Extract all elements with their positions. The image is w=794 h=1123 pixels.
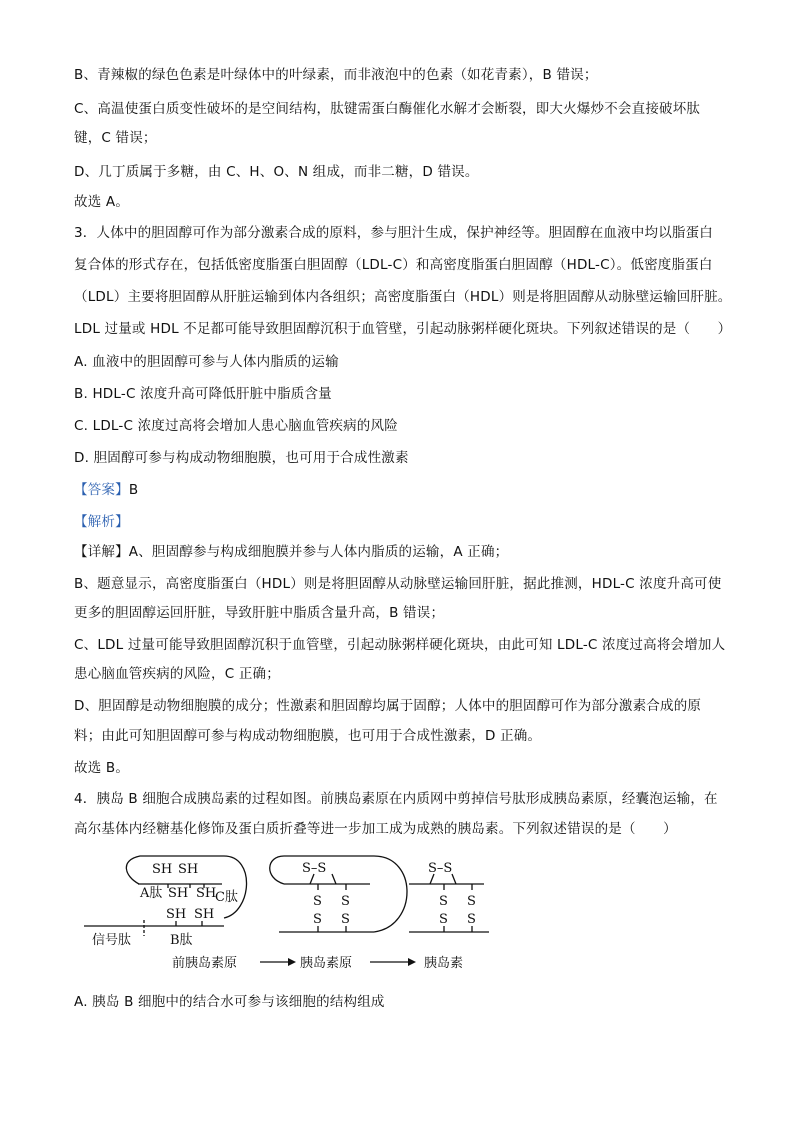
detail-line: D、胆固醇是动物细胞膜的成分；性激素和胆固醇均属于固醇；人体中的胆固醇可作为部分激素合成的原 <box>74 698 702 714</box>
s-label: S <box>341 912 350 927</box>
proinsulin-loop <box>270 856 407 932</box>
s-label: S <box>313 912 322 927</box>
answer-value: B <box>128 482 139 498</box>
sh-label: SH <box>196 886 217 901</box>
option-d: D. 胆固醇可参与构成动物细胞膜，也可用于合成性激素 <box>74 450 409 466</box>
option-c: C. LDL-C 浓度过高将会增加人患心脑血管疾病的风险 <box>74 418 398 434</box>
answer-line <box>74 481 734 499</box>
text-line: D、几丁质属于多糖，由 C、H、O、N 组成，而非二糖，D 错误。 <box>74 164 479 180</box>
s-label: S <box>313 894 322 909</box>
analysis-line <box>74 513 734 531</box>
disulfide-label: S–S <box>302 861 327 876</box>
question-3-line: 3．人体中的胆固醇可作为部分激素合成的原料，参与胆汁生成，保护神经等。胆固醇在血液中均以脂蛋白 <box>74 225 713 241</box>
text-line: 键，C 错误； <box>74 130 157 146</box>
signal-peptide-label: 信号肽 <box>92 933 132 948</box>
sh-label: SH <box>194 907 215 922</box>
question-4-line: 4．胰岛 B 细胞合成胰岛素的过程如图。前胰岛素原在内质网中剪掉信号肽形成胰岛素原，经囊泡运输，在 <box>74 791 718 807</box>
option-b: B. HDL-C 浓度升高可降低肝脏中脂质含量 <box>74 386 332 402</box>
detail-line: C、LDL 过量可能导致胆固醇沉积于血管壁，引起动脉粥样硬化斑块，由此可知 LDL-C 浓度过高将会增加人 <box>74 637 726 653</box>
c-peptide-label: C肽 <box>215 890 238 905</box>
detail-line: B、题意显示，高密度脂蛋白（HDL）则是将胆固醇从动脉壁运输回肝脏，据此推测，HDL-C 浓度升高可使 <box>74 576 722 592</box>
stage-preproinsulin: 前胰岛素原 <box>172 956 238 971</box>
option-a: A. 血液中的胆固醇可参与人体内脂质的运输 <box>74 354 339 370</box>
s-label: S <box>439 894 448 909</box>
sh-label: SH <box>178 862 199 877</box>
detail-line: 【详解】A、胆固醇参与构成细胞膜并参与人体内脂质的运输，A 正确； <box>74 544 509 560</box>
question-3-line: 复合体的形式存在，包括低密度脂蛋白胆固醇（LDL-C）和高密度脂蛋白胆固醇（HDL-C）。低密度脂蛋白 <box>74 257 713 273</box>
question-4-line: 高尔基体内经糖基化修饰及蛋白质折叠等进一步加工成为成熟的胰岛素。下列叙述错误的是（ ） <box>74 821 677 837</box>
detail-line: 更多的胆固醇运回肝脏，导致肝脏中脂质含量升高，B 错误； <box>74 605 445 621</box>
question-3-line: （LDL）主要将胆固醇从肝脏运输到体内各组织；高密度脂蛋白（HDL）则是将胆固醇从动脉壁运输回肝脏。 <box>74 289 732 305</box>
analysis-label: 【解析】 <box>74 514 129 530</box>
a-chain-label: A肽 <box>140 886 163 901</box>
s-label: S <box>439 912 448 927</box>
s-label: S <box>467 894 476 909</box>
sh-label: SH <box>168 886 189 901</box>
answer-label: 【答案】 <box>74 482 129 498</box>
detail-line: 料；由此可知胆固醇可参与构成动物细胞膜，也可用于合成性激素，D 正确。 <box>74 728 542 744</box>
disulfide-label: S–S <box>428 861 453 876</box>
insulin-synthesis-figure <box>74 852 514 982</box>
stage-proinsulin: 胰岛素原 <box>300 956 353 971</box>
option-a-q4: A. 胰岛 B 细胞中的结合水可参与该细胞的结构组成 <box>74 994 385 1010</box>
text-line: B、青辣椒的绿色色素是叶绿体中的叶绿素，而非液泡中的色素（如花青素），B 错误； <box>74 67 598 83</box>
s-label: S <box>467 912 476 927</box>
insulin-diagram <box>74 852 514 982</box>
text-line: 故选 A。 <box>74 194 130 210</box>
question-3-line: LDL 过量或 HDL 不足都可能导致胆固醇沉积于血管壁，引起动脉粥样硬化斑块。下列叙述错误的是（ ） <box>74 321 732 337</box>
text-line: C、高温使蛋白质变性破坏的是空间结构，肽键需蛋白酶催化水解才会断裂，即大火爆炒不会直接破坏肽 <box>74 101 701 117</box>
s-label: S <box>341 894 350 909</box>
sh-label: SH <box>166 907 187 922</box>
b-chain-label: B肽 <box>170 933 193 948</box>
detail-line: 故选 B。 <box>74 760 130 776</box>
stage-insulin: 胰岛素 <box>424 956 464 971</box>
detail-line: 患心脑血管疾病的风险，C 正确； <box>74 666 280 682</box>
sh-label: SH <box>152 862 173 877</box>
